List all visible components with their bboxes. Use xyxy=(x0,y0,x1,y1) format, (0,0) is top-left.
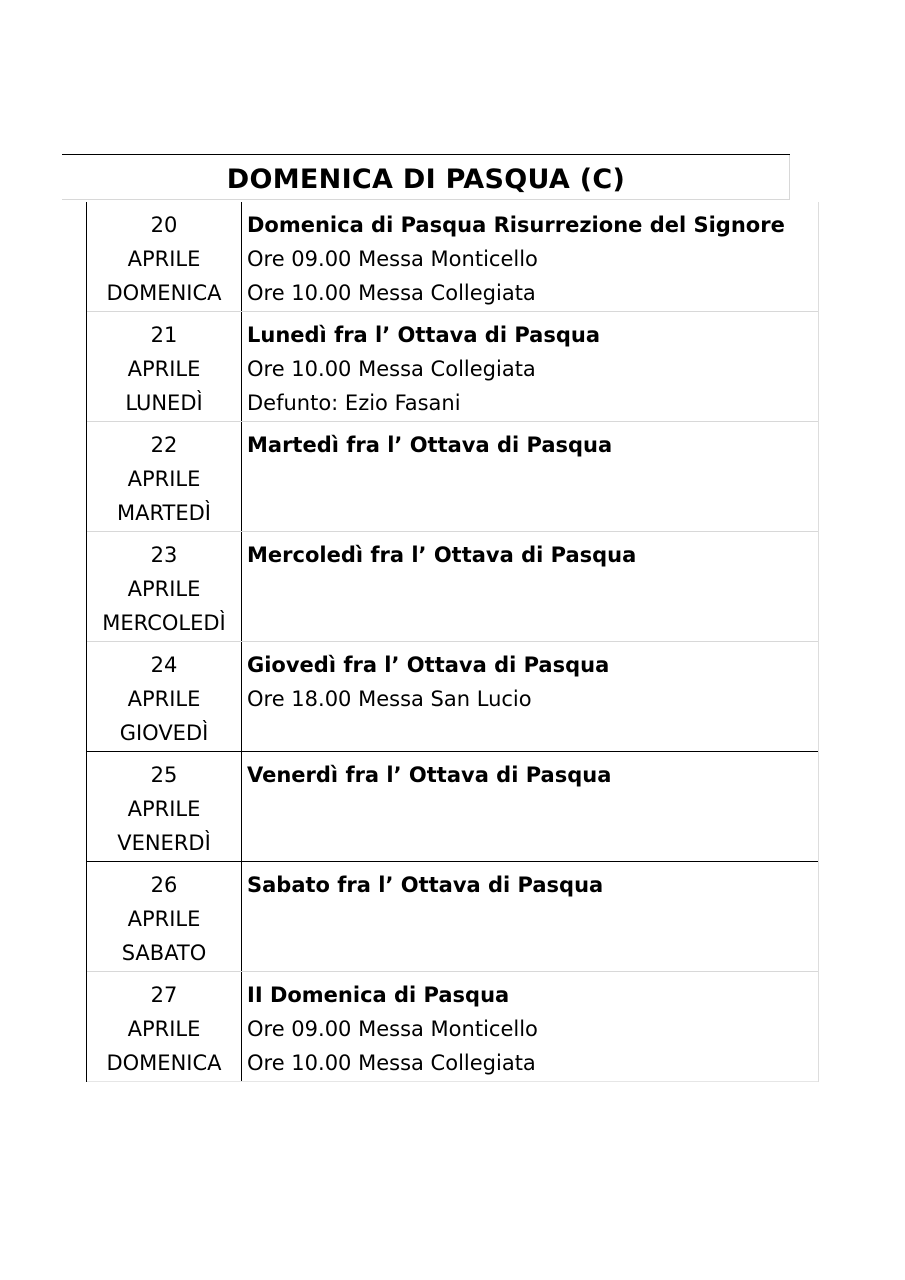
page-title: DOMENICA DI PASQUA (C) xyxy=(226,164,626,195)
event-cell xyxy=(242,532,818,641)
liturgy-title: Sabato fra l’ Ottava di Pasqua xyxy=(247,873,604,897)
schedule-row xyxy=(87,312,818,422)
weekday-label: DOMENICA xyxy=(106,1051,222,1075)
weekday-label: VENERDÌ xyxy=(117,831,211,855)
schedule-row xyxy=(87,202,818,312)
liturgy-title: Venerdì fra l’ Ottava di Pasqua xyxy=(247,763,612,787)
weekday-label: LUNEDÌ xyxy=(125,391,203,415)
date-cell xyxy=(87,422,242,531)
day-number: 26 xyxy=(150,873,178,897)
liturgy-title: Lunedì fra l’ Ottava di Pasqua xyxy=(247,323,600,347)
weekday-label: GIOVEDÌ xyxy=(119,721,209,745)
liturgy-title: Mercoledì fra l’ Ottava di Pasqua xyxy=(247,543,637,567)
month-label: APRILE xyxy=(127,1017,201,1041)
event-cell xyxy=(242,642,818,751)
weekday-label: SABATO xyxy=(121,941,207,965)
event-cell xyxy=(242,752,818,861)
schedule-row xyxy=(87,972,818,1082)
month-label: APRILE xyxy=(127,797,201,821)
event-cell xyxy=(242,312,818,421)
day-number: 22 xyxy=(150,433,178,457)
month-label: APRILE xyxy=(127,687,201,711)
liturgy-title: II Domenica di Pasqua xyxy=(247,983,510,1007)
day-number: 27 xyxy=(150,983,178,1007)
event-cell xyxy=(242,862,818,971)
schedule-row xyxy=(87,532,818,642)
liturgy-title: Giovedì fra l’ Ottava di Pasqua xyxy=(247,653,610,677)
liturgy-title: Martedì fra l’ Ottava di Pasqua xyxy=(247,433,613,457)
event-cell xyxy=(242,972,818,1081)
date-cell xyxy=(87,752,242,861)
schedule-row xyxy=(87,862,818,972)
date-cell xyxy=(87,972,242,1081)
weekday-label: MERCOLEDÌ xyxy=(102,611,226,635)
month-label: APRILE xyxy=(127,247,201,271)
event-line: Ore 10.00 Messa Collegiata xyxy=(247,281,536,305)
weekday-label: MARTEDÌ xyxy=(116,501,211,525)
event-line: Defunto: Ezio Fasani xyxy=(247,391,461,415)
date-cell xyxy=(87,642,242,751)
date-cell xyxy=(87,862,242,971)
schedule-row xyxy=(87,422,818,532)
event-cell xyxy=(242,422,818,531)
event-line: Ore 09.00 Messa Monticello xyxy=(247,1017,538,1041)
date-cell xyxy=(87,312,242,421)
schedule-row xyxy=(87,642,818,752)
month-label: APRILE xyxy=(127,467,201,491)
month-label: APRILE xyxy=(127,907,201,931)
day-number: 20 xyxy=(150,213,178,237)
schedule-row xyxy=(87,752,818,862)
day-number: 21 xyxy=(150,323,178,347)
day-number: 23 xyxy=(150,543,178,567)
day-number: 24 xyxy=(150,653,178,677)
event-line: Ore 18.00 Messa San Lucio xyxy=(247,687,532,711)
event-line: Ore 10.00 Messa Collegiata xyxy=(247,357,536,381)
month-label: APRILE xyxy=(127,577,201,601)
event-line: Ore 10.00 Messa Collegiata xyxy=(247,1051,536,1075)
schedule-table xyxy=(86,202,819,1082)
event-line: Ore 09.00 Messa Monticello xyxy=(247,247,538,271)
month-label: APRILE xyxy=(127,357,201,381)
event-cell xyxy=(242,202,818,311)
date-cell xyxy=(87,202,242,311)
liturgy-title: Domenica di Pasqua Risurrezione del Signore xyxy=(247,213,785,237)
weekday-label: DOMENICA xyxy=(106,281,222,305)
day-number: 25 xyxy=(150,763,178,787)
date-cell xyxy=(87,532,242,641)
